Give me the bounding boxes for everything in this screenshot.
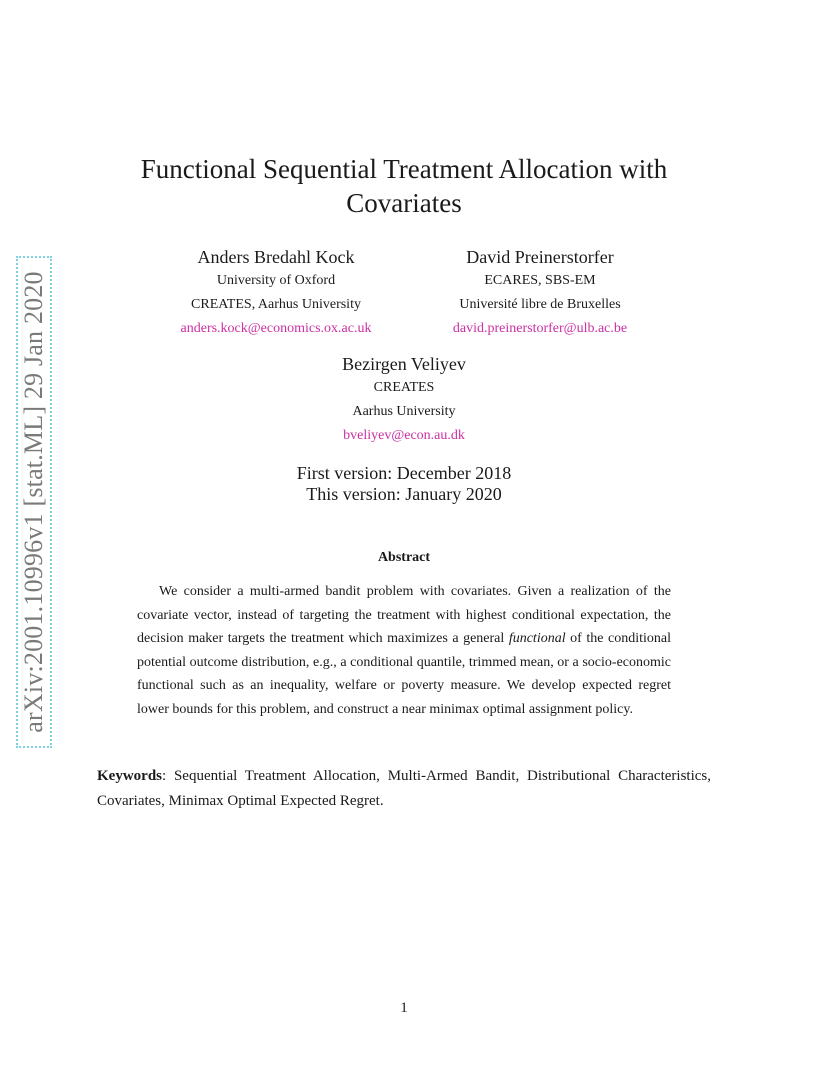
keywords-label: Keywords [97,768,162,784]
abstract-emphasis: functional [508,631,566,646]
author-email-link[interactable]: bveliyev@econ.au.dk [343,428,465,443]
current-version: This version: January 2020 [306,484,502,504]
abstract-text-part: We consider a multi-armed bandit problem with covariates. Given a realization of the covariate vector, instead of targeting the treatment with highest conditional expectation, the decision maker targets the treatment which maximizes a general [137,584,671,646]
paper-title [0,152,808,220]
keywords [97,764,711,814]
author-affiliation: CREATES [373,380,435,395]
version-info [0,463,808,505]
author-block-kock [126,245,426,341]
author-block-preinerstorfer [390,245,690,341]
page-number: 1 [400,1000,408,1016]
paper-title-line-1: Functional Sequential Treatment Allocation with [140,154,668,184]
abstract-text [137,580,671,721]
author-name: David Preinerstorfer [466,247,614,267]
author-email-link[interactable]: david.preinerstorfer@ulb.ac.be [452,321,628,336]
author-email-link[interactable]: anders.kock@economics.ox.ac.uk [180,321,372,336]
author-block-veliyev [254,352,554,448]
abstract-text-part: of the conditional potential outcome distribution, e.g., a conditional quantile, trimmed mean, or a socio-economic functional such as an inequality, welfare or poverty measure. We develop expected regret lower bounds for this problem, and construct a near minimax optimal assignment policy. [137,631,671,717]
first-version: First version: December 2018 [296,463,512,483]
author-affiliation: Aarhus University [352,404,456,419]
abstract-heading: Abstract [377,550,431,565]
author-name: Bezirgen Veliyev [342,354,466,374]
author-affiliation: ECARES, SBS-EM [484,273,596,288]
author-affiliation: University of Oxford [216,273,336,288]
keywords-separator: : [162,768,174,784]
paper-title-line-2: Covariates [346,188,462,218]
arxiv-identifier[interactable]: arXiv:2001.10996v1 [stat.ML] 29 Jan 2020 [19,271,48,733]
author-name: Anders Bredahl Kock [197,247,355,267]
keywords-text: Sequential Treatment Allocation, Multi-Armed Bandit, Distributional Characteristics, Covariates, Minimax Optimal Expected Regret. [97,768,711,809]
author-affiliation: Université libre de Bruxelles [459,297,621,312]
author-affiliation: CREATES, Aarhus University [191,297,361,312]
